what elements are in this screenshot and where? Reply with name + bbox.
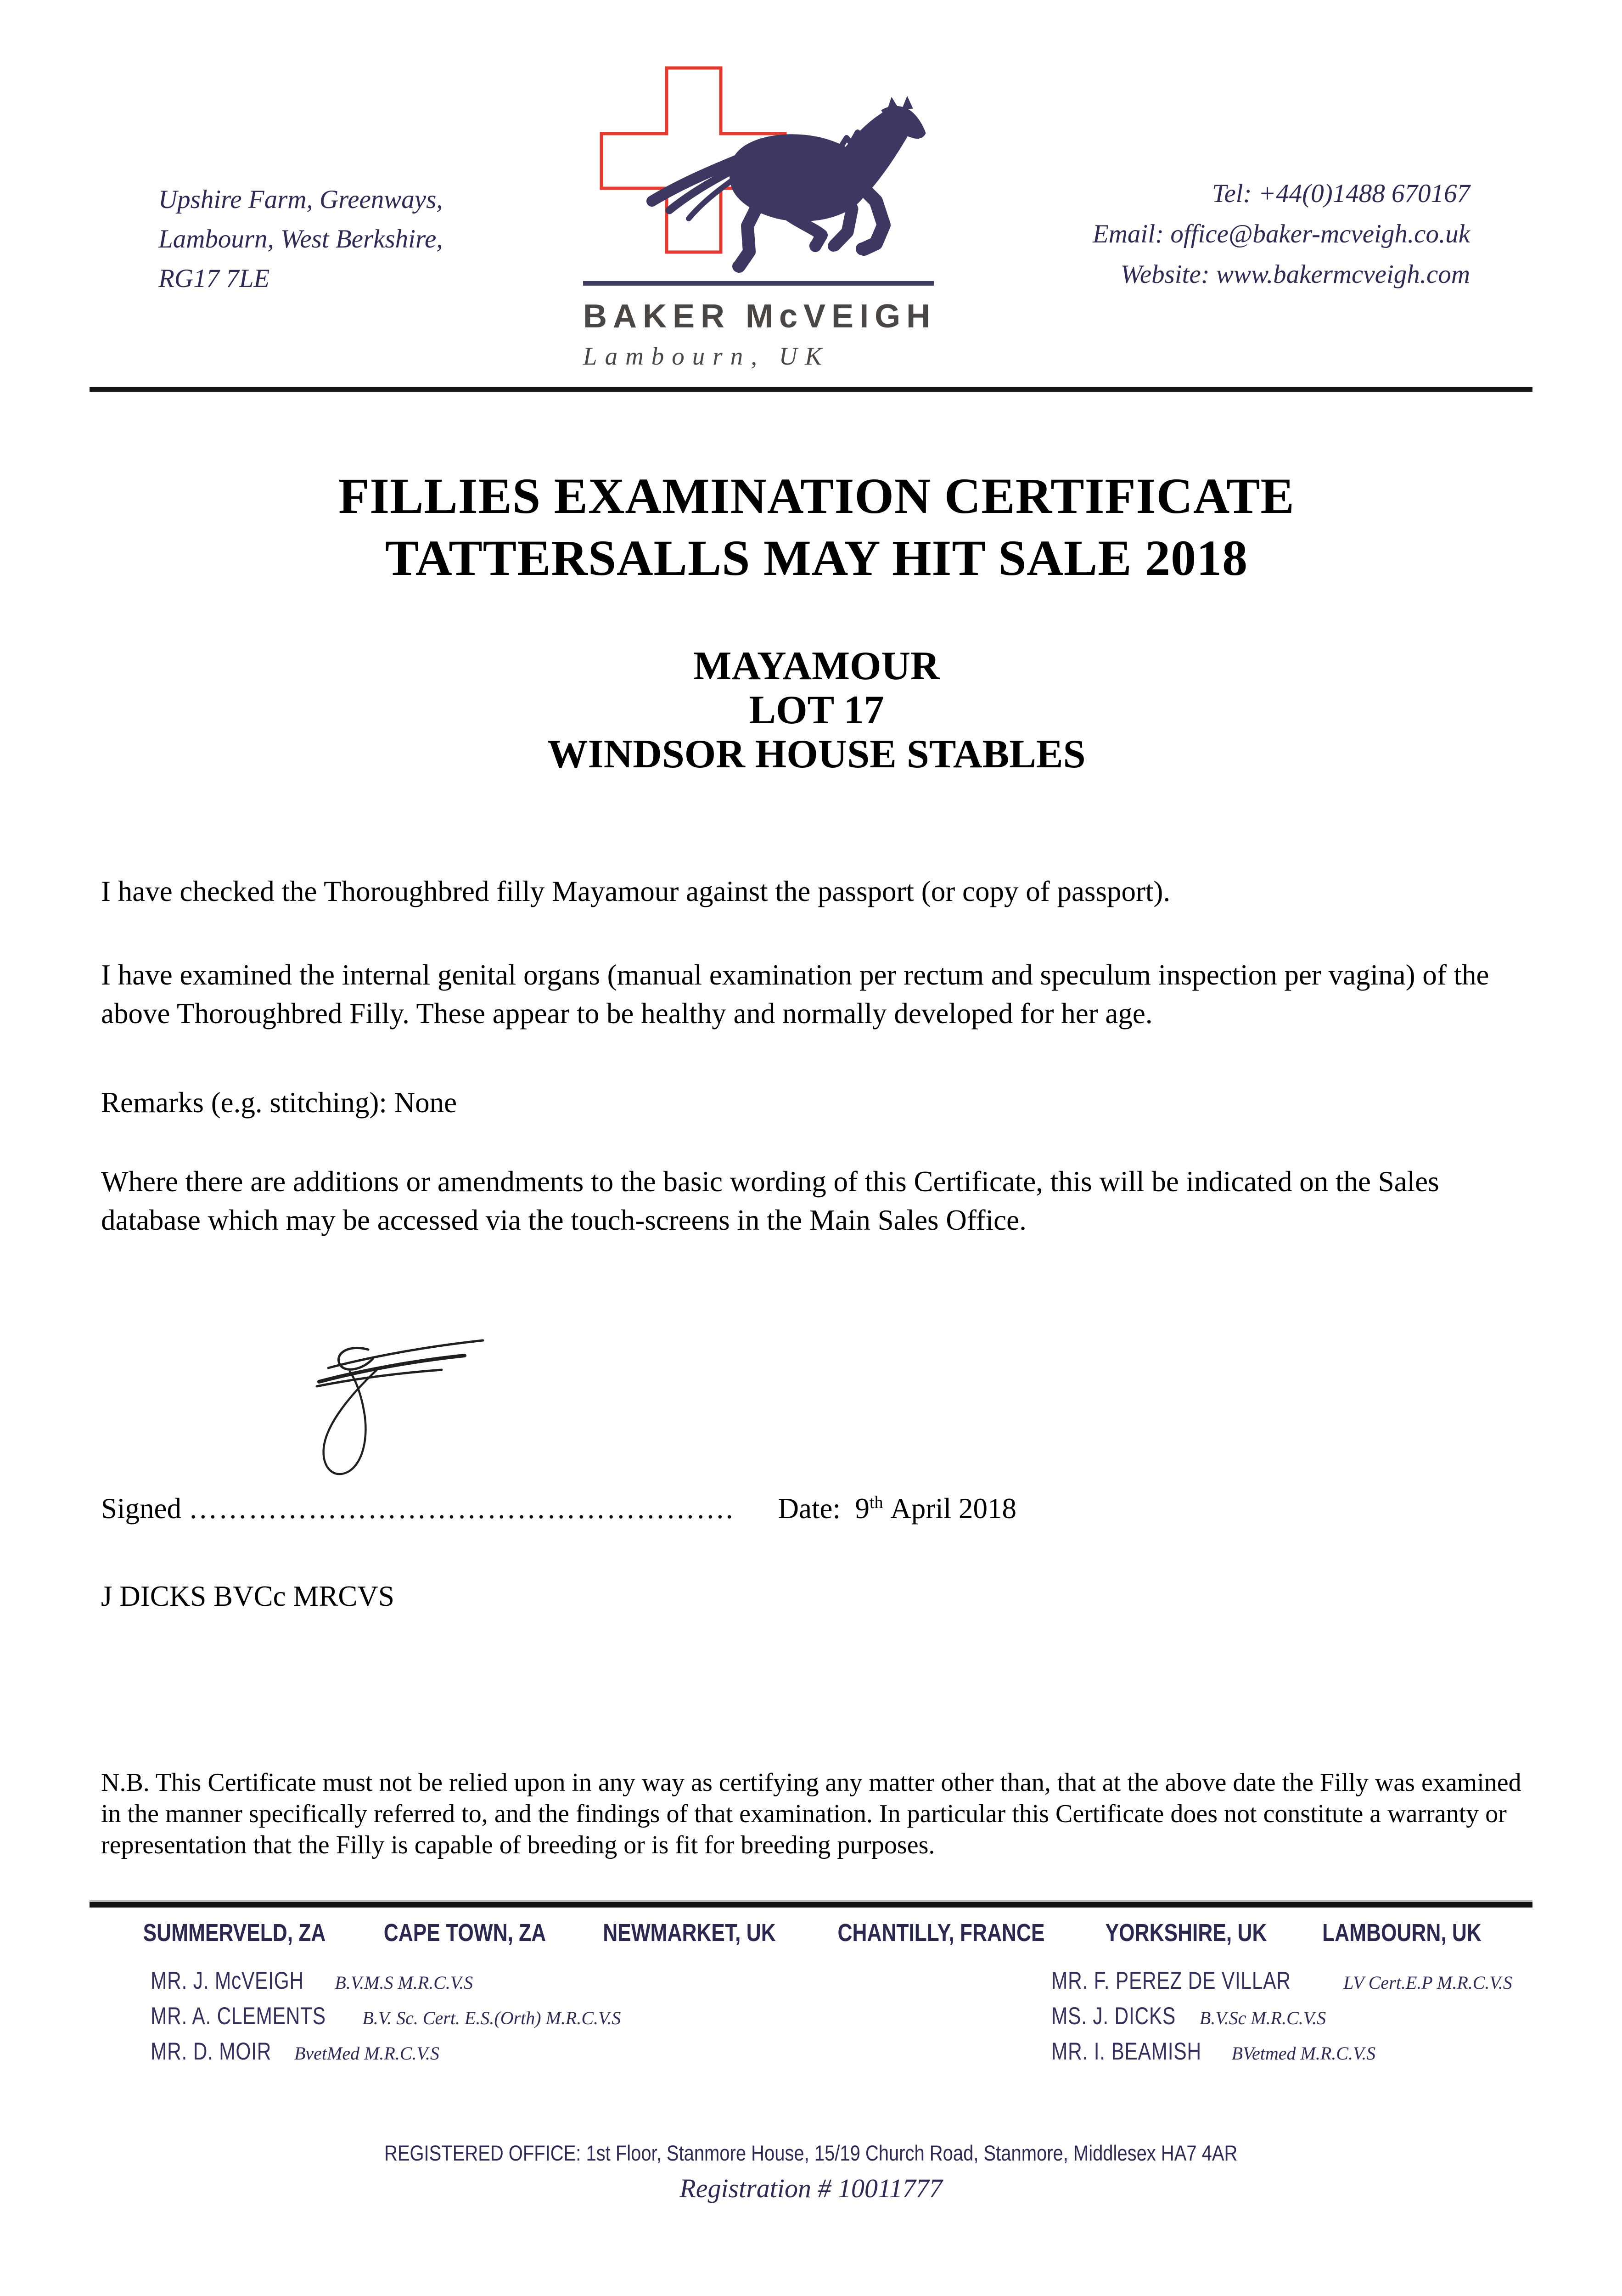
title-line-2: TATTERSALLS MAY HIT SALE 2018 [385,530,1248,586]
subject-block [101,644,1532,777]
vet-entry [1051,2038,1512,2069]
lot-number: LOT 17 [749,688,884,732]
title-line-1: FILLIES EXAMINATION CERTIFICATE [338,468,1295,524]
location-item: CHANTILLY, FRANCE [837,1919,1045,1947]
location-item: LAMBOURN, UK [1322,1919,1482,1947]
address-line: Upshire Farm, Greenways, [158,185,443,214]
logo-practice-location: Lambourn, UK [583,342,830,370]
footer-divider [90,1900,1532,1908]
location-item: CAPE TOWN, ZA [383,1919,546,1947]
vet-qualifications: B.V.Sc M.R.C.V.S [1199,2008,1326,2028]
signature-dotted-line: ………………………………………………. [188,1492,734,1525]
certificate-title [101,465,1532,589]
practice-address [158,180,443,298]
vets-column-left [151,1967,1051,2069]
contact-email: Email: office@baker-mcveigh.co.uk [1092,219,1470,248]
vet-entry [1051,1967,1512,1998]
location-item: SUMMERVELD, ZA [143,1919,326,1947]
registered-office-line [0,2140,1622,2166]
practice-contact [1093,174,1470,295]
date-day: 9 [855,1492,870,1525]
contact-website: Website: www.bakermcveigh.com [1120,260,1470,289]
location-item: NEWMARKET, UK [603,1919,776,1947]
address-line: RG17 7LE [158,264,270,293]
baker-mcveigh-logo [583,64,960,371]
vet-entry [1051,2005,1512,2033]
signed-label: Signed [101,1492,182,1525]
date-label: Date: [778,1492,841,1525]
registered-office-text: REGISTERED OFFICE: 1st Floor, Stanmore House, 15/19 Church Road, Stanmore, Middlesex HA7 4AR [384,2141,1238,2165]
vet-qualifications: B.V. Sc. Cert. E.S.(Orth) M.R.C.V.S [362,2008,621,2028]
logo-divider [583,281,934,286]
registration-number: Registration # 10011777 [679,2173,943,2203]
location-item: YORKSHIRE, UK [1105,1919,1267,1947]
vet-name: MR. A. CLEMENTS [151,2003,326,2030]
paragraph-examination: I have examined the internal genital organs (manual examination per rectum and speculum inspection per vagina) of the above Thoroughbred Filly. These appear to be healthy and normally developed for her age. [101,959,1489,1030]
horse-and-cross-icon [583,64,960,276]
paragraph-amendments: Where there are additions or amendments to the basic wording of this Certificate, this will be indicated on the Sales database which may be accessed via the touch-screens in the Main Sales Office. [101,1165,1439,1236]
address-line: Lambourn, West Berkshire, [158,225,443,253]
vet-entry [151,2005,1051,2033]
vet-name: MR. F. PEREZ DE VILLAR [1051,1967,1291,1994]
date-month-year: April 2018 [890,1492,1016,1525]
vet-qualifications: B.V.M.S M.R.C.V.S [335,1972,473,1993]
vet-entry [151,2038,1051,2069]
horse-name: MAYAMOUR [693,644,940,688]
letterhead [0,0,1622,392]
vet-qualifications: BvetMed M.R.C.V.S [294,2043,439,2064]
vet-name: MR. J. McVEIGH [151,1967,304,1994]
paragraph-remarks: Remarks (e.g. stitching): None [101,1086,457,1119]
nb-disclaimer: N.B. This Certificate must not be relied upon in any way as certifying any matter other than, that at the above date the Filly was examined in the manner specifically referred to, and the findings of that examination. In particular this Certificate does not constitute a warranty or representation that the Filly is capable of breeding or is fit for breeding purposes. [101,1768,1521,1859]
logo-practice-name: BAKER McVEIGH [583,298,937,335]
practice-locations-row [0,1919,1622,1947]
signed-date-row [101,1492,1532,1525]
vet-qualifications: BVetmed M.R.C.V.S [1231,2043,1376,2064]
stable-name: WINDSOR HOUSE STABLES [547,732,1086,777]
vet-name: MR. I. BEAMISH [1051,2038,1201,2065]
signature-scribble [298,1331,491,1483]
veterinarians-list [0,1967,1622,2069]
vet-name: MS. J. DICKS [1051,2003,1176,2030]
date-ordinal: th [869,1493,883,1512]
header-divider [90,387,1532,392]
vets-column-right [1051,1967,1512,2069]
date-value [778,1492,1016,1525]
paragraph-passport-check: I have checked the Thoroughbred filly Mayamour against the passport (or copy of passport). [101,875,1171,907]
vet-qualifications: LV Cert.E.P M.R.C.V.S [1343,1972,1512,1993]
certificate-body [0,465,1622,1861]
vet-name: MR. D. MOIR [151,2038,272,2065]
signer-name-qualifications: J DICKS BVCc MRCVS [101,1580,394,1612]
contact-tel: Tel: +44(0)1488 670167 [1212,179,1470,208]
vet-entry [151,1967,1051,1998]
